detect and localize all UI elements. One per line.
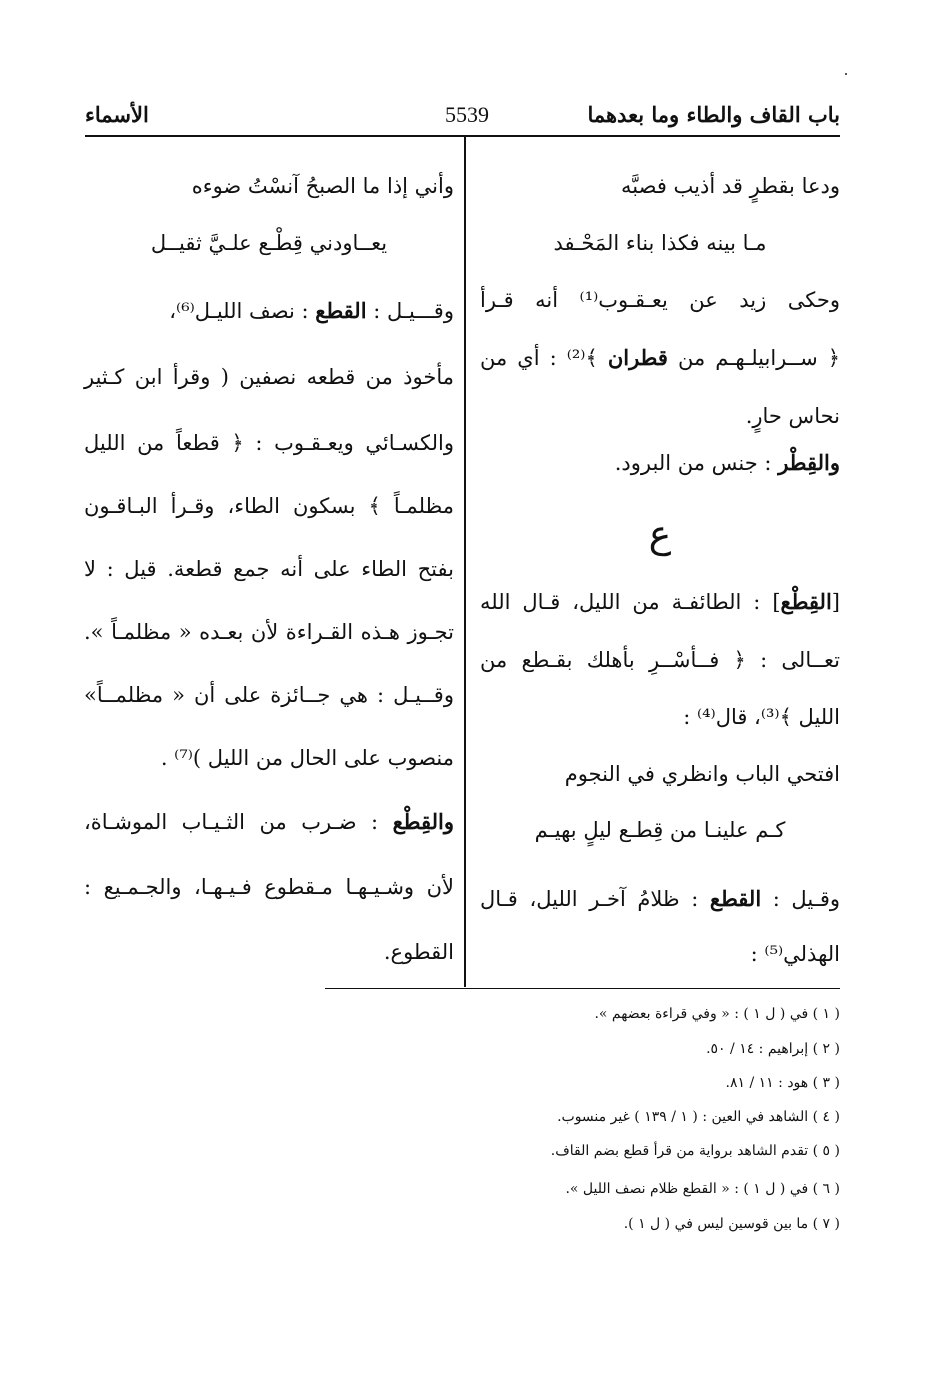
text-line: والقِطْع : ضـرب من الثـيـاب الموشـاة،	[84, 809, 454, 834]
running-header-title: باب القاف والطاء وما بعدهما	[587, 102, 840, 127]
verse-line: كـم علينـا من قِطـع ليلٍ بهيـم	[534, 818, 786, 842]
verse-line: ودعا بقطرٍ قد أذيب فصبَّه	[621, 174, 840, 198]
footnote-rule	[325, 988, 840, 989]
footnote: ( ٧ ) ما بين قوسين ليس في ( ل ١ ).	[623, 1216, 840, 1232]
text-line: والقِطْر : جنس من البرود.	[614, 450, 840, 475]
text-line: وقـيل : القطع : ظلامُ آخـر الليل، قـال	[480, 886, 841, 911]
text-line: نحاس حارٍ.	[745, 404, 840, 428]
verse-line: افتحي الباب وانظري في النجوم	[564, 762, 840, 786]
section-letter: ع	[648, 512, 672, 556]
text-line: وقـــيـل : القطع : نصف الليـل⁽⁶⁾،	[169, 298, 454, 323]
text-line: تجـوز هـذه القـراءة لأن بعـده « مظلمـاً ».	[84, 620, 454, 644]
text-line: وحكى زيد عن يعـقـوب⁽¹⁾ أنه قـرأ	[480, 288, 840, 312]
text-line: مأخوذ من قطعه نصفين ( وقرأ ابن كـثير	[84, 365, 454, 389]
text-line: ﴿ ســرابيلـهـم من قطران ﴾⁽²⁾ : أي من	[480, 345, 841, 370]
text-line: مظلمـاً ﴾ بسكون الطاء، وقـرأ البـاقـون	[84, 494, 454, 518]
text-line: والكسـائي ويعـقـوب : ﴿ قطعاً من الليل	[84, 431, 454, 455]
text-line: [القِطْع] : الطائفـة من الليل، قـال الله	[480, 589, 840, 614]
footnote: ( ٤ ) الشاهد في العين : ( ١ / ١٣٩ ) غير منسوب.	[557, 1109, 840, 1125]
footnote: ( ٢ ) إبراهيم : ١٤ / ٥٠.	[706, 1041, 840, 1057]
text-line: منصوب على الحال من الليل )⁽⁷⁾ .	[160, 746, 454, 770]
text-line: تعــالى : ﴿ فــأسْــرِ بأهلك بقـطع من	[480, 648, 840, 672]
page-number: 5539	[445, 102, 489, 127]
footnote: ( ٦ ) في ( ل ١ ) : « القطع ظلام نصف الليل ».	[565, 1181, 840, 1197]
footnote: ( ٣ ) هود : ١١ / ٨١.	[725, 1075, 840, 1091]
text-line: الليل ﴾⁽³⁾، قال⁽⁴⁾ :	[683, 705, 840, 729]
text-line: وقــيـل : هي جــائزة على أن « مظلمــاً»	[84, 683, 454, 707]
text-line: القطوع.	[383, 940, 454, 964]
running-header-section: الأسماء	[85, 102, 149, 127]
verse-line: يعــاودني قِطْـع علـيَّ ثقيــل	[150, 231, 388, 255]
footnote: ( ١ ) في ( ل ١ ) : « وفي قراءة بعضهم ».	[594, 1006, 840, 1022]
scan-speck	[845, 73, 847, 75]
column-divider	[464, 137, 466, 987]
text-line: الهذلي⁽⁵⁾ :	[750, 942, 840, 966]
text-line: لأن وشـيـهـا مـقطوع فـيـهـا، والجـمـيع :	[84, 875, 454, 899]
text-line: بفتح الطاء على أنه جمع قطعة. قيل : لا	[84, 557, 454, 581]
header-rule	[85, 135, 840, 137]
footnote: ( ٥ ) تقدم الشاهد برواية من قرأ قطع بضم القاف.	[550, 1143, 840, 1159]
verse-line: وأني إذا ما الصبحُ آنسْتُ ضوءه	[191, 174, 454, 198]
verse-line: مـا بينه فكذا بناء المَحْـفد	[553, 231, 767, 255]
